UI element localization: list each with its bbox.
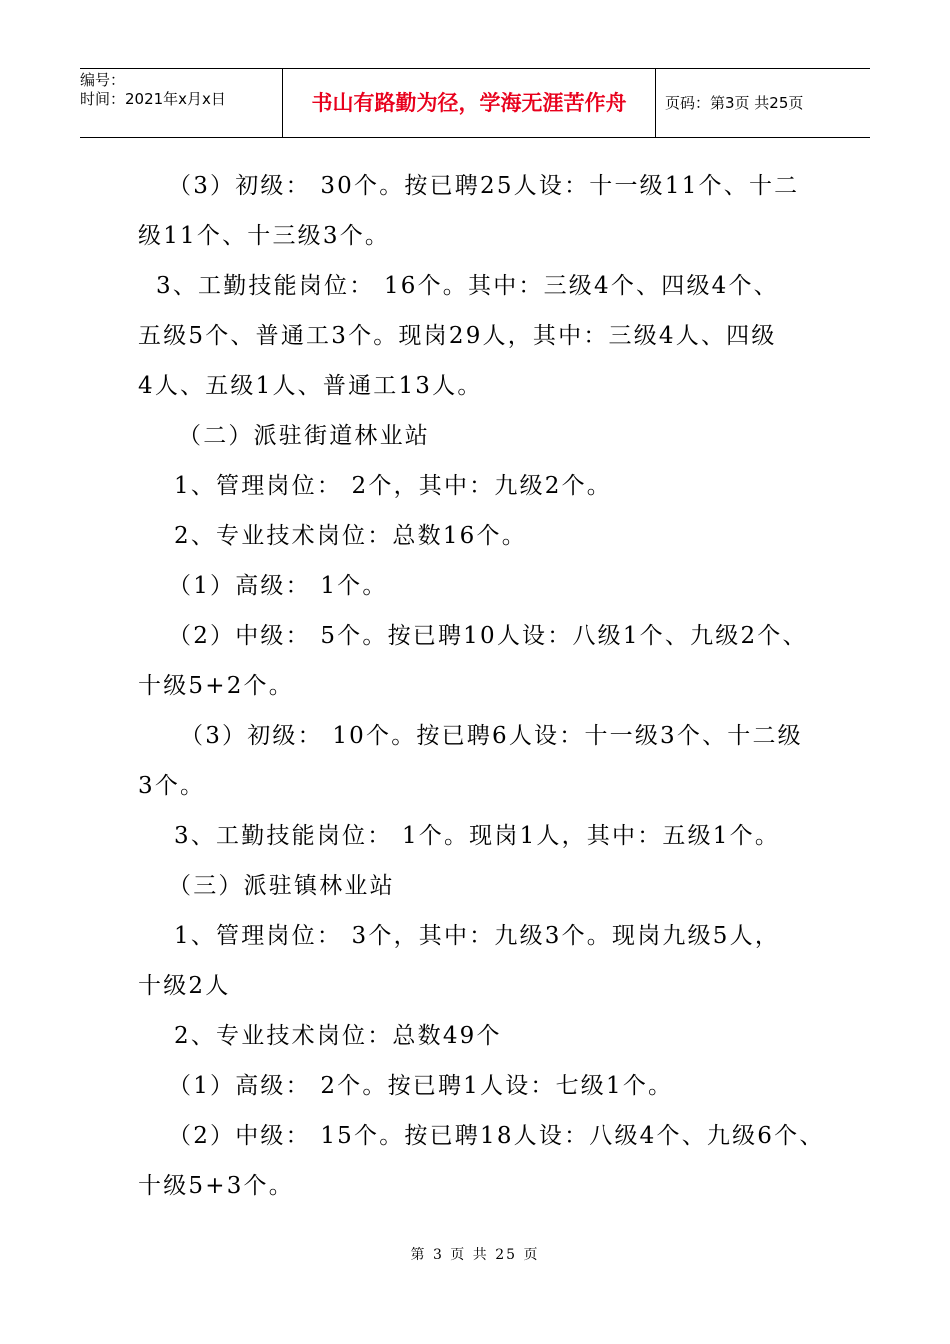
text-line: （2）中级： 5个。按已聘10人设：八级1个、九级2个、 bbox=[168, 623, 808, 649]
text-line: 3个。 bbox=[138, 773, 206, 799]
header-page-label: 页码：第3页 共25页 bbox=[665, 94, 804, 112]
text-line: 十级2人 bbox=[138, 973, 231, 999]
text-line: 五级5个、普通工3个。现岗29人，其中：三级4人、四级 bbox=[138, 323, 777, 349]
text-line: 十级5+2个。 bbox=[138, 673, 294, 699]
page-footer: 第 3 页 共 25 页 bbox=[410, 1247, 540, 1263]
text-line: （2）中级： 15个。按已聘18人设：八级4个、九级6个、 bbox=[168, 1123, 825, 1149]
text-line: 2、专业技术岗位：总数49个 bbox=[174, 1023, 502, 1049]
text-line: 3、工勤技能岗位： 16个。其中：三级4个、四级4个、 bbox=[156, 273, 779, 299]
header-meta bbox=[80, 69, 282, 139]
text-line: 2、专业技术岗位：总数16个。 bbox=[174, 523, 527, 549]
section-heading: （三）派驻镇林业站 bbox=[168, 873, 395, 899]
text-line: （1）高级： 1个。 bbox=[168, 573, 388, 599]
text-line: （3）初级： 10个。按已聘6人设：十一级3个、十二级 bbox=[180, 723, 803, 749]
text-line: （3）初级： 30个。按已聘25人设：十一级11个、十二 bbox=[168, 173, 800, 199]
time-label: 时间：2021年x月x日 bbox=[80, 90, 226, 108]
text-line: 十级5+3个。 bbox=[138, 1173, 294, 1199]
text-line: （1）高级： 2个。按已聘1人设：七级1个。 bbox=[168, 1073, 674, 1099]
header-motto: 书山有路勤为径，学海无涯苦作舟 bbox=[282, 69, 656, 137]
text-line: 4人、五级1人、普通工13人。 bbox=[138, 373, 483, 399]
number-label: 编号： bbox=[80, 71, 126, 89]
text-line: 3、工勤技能岗位： 1个。现岗1人，其中：五级1个。 bbox=[174, 823, 781, 849]
text-line: 1、管理岗位： 3个，其中：九级3个。现岗九级5人， bbox=[174, 923, 781, 949]
text-line: 1、管理岗位： 2个，其中：九级2个。 bbox=[174, 473, 613, 499]
section-heading: （二）派驻街道林业站 bbox=[178, 423, 430, 449]
text-line: 级11个、十三级3个。 bbox=[138, 223, 391, 249]
page-header bbox=[80, 68, 870, 138]
